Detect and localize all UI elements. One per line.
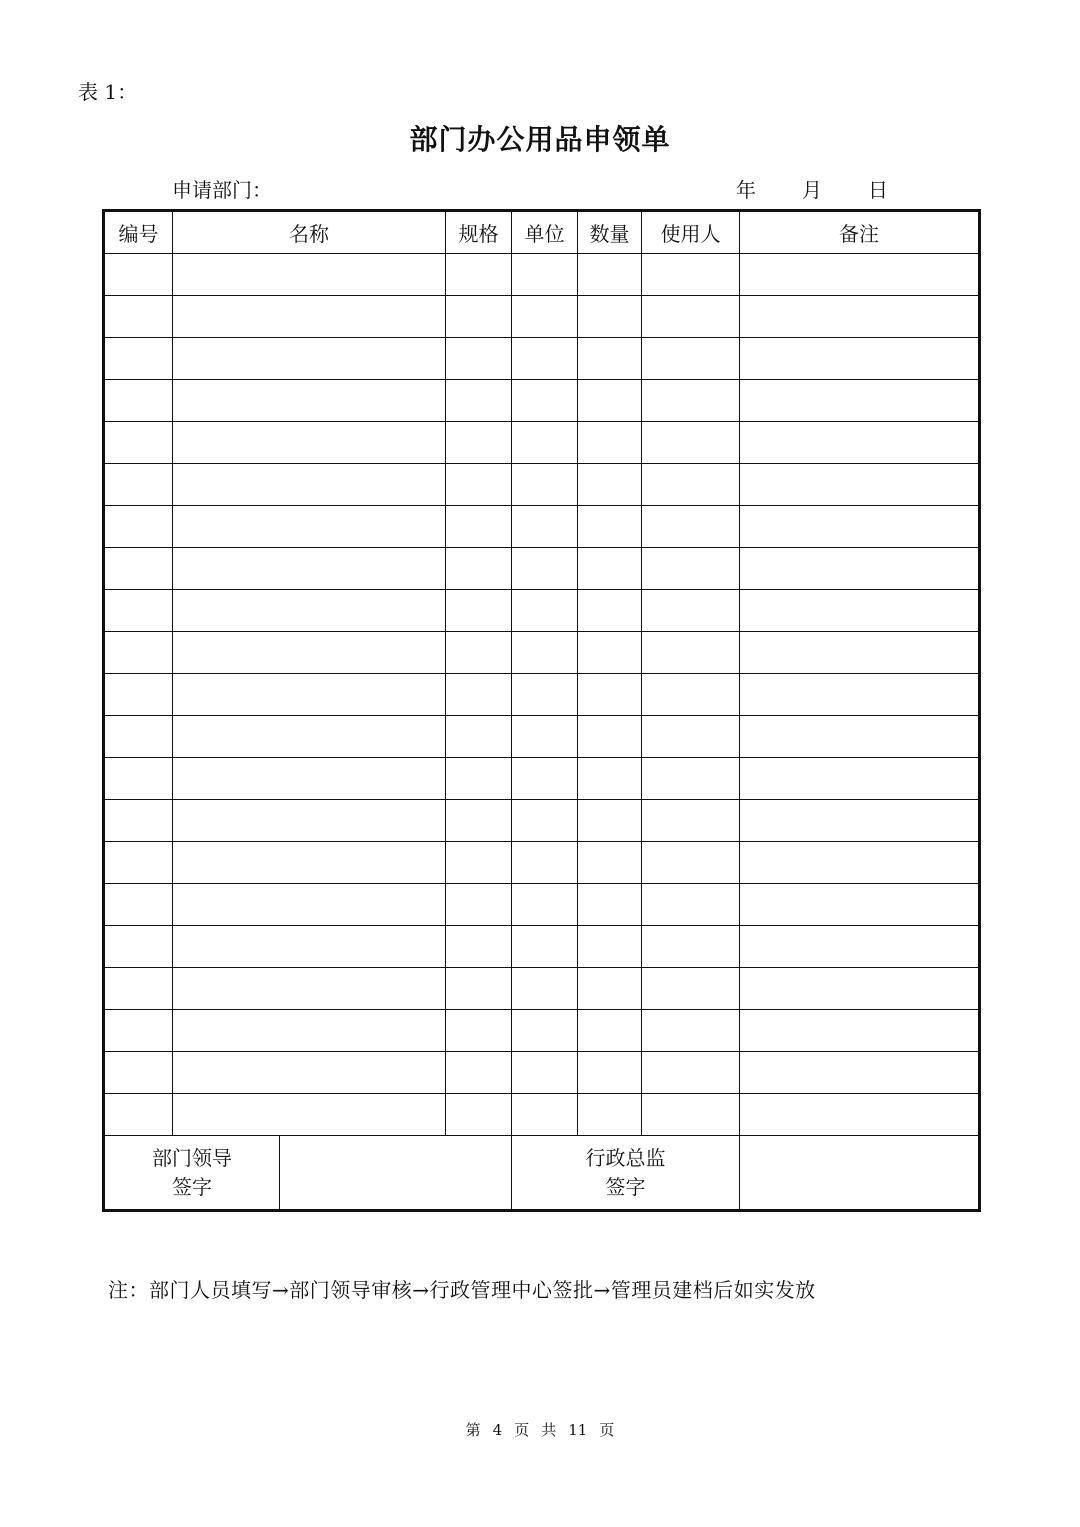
cell-number[interactable] <box>104 506 173 548</box>
cell-user[interactable] <box>642 548 740 590</box>
cell-unit[interactable] <box>512 338 578 380</box>
cell-unit[interactable] <box>512 842 578 884</box>
cell-number[interactable] <box>104 758 173 800</box>
cell-user[interactable] <box>642 380 740 422</box>
cell-remarks[interactable] <box>740 926 980 968</box>
cell-number[interactable] <box>104 926 173 968</box>
cell-name[interactable] <box>173 800 446 842</box>
cell-remarks[interactable] <box>740 1010 980 1052</box>
cell-unit[interactable] <box>512 254 578 296</box>
cell-user[interactable] <box>642 884 740 926</box>
cell-name[interactable] <box>173 758 446 800</box>
cell-quantity[interactable] <box>578 632 642 674</box>
cell-remarks[interactable] <box>740 254 980 296</box>
page-footer <box>0 1419 1080 1440</box>
cell-user[interactable] <box>642 506 740 548</box>
cell-spec[interactable] <box>446 632 512 674</box>
cell-number[interactable] <box>104 674 173 716</box>
cell-name[interactable] <box>173 968 446 1010</box>
table-row <box>104 674 980 716</box>
cell-unit[interactable] <box>512 926 578 968</box>
cell-number[interactable] <box>104 968 173 1010</box>
cell-spec[interactable] <box>446 926 512 968</box>
cell-unit[interactable] <box>512 590 578 632</box>
cell-quantity[interactable] <box>578 338 642 380</box>
cell-remarks[interactable] <box>740 800 980 842</box>
signature-row <box>104 1136 980 1211</box>
table-body <box>104 211 980 1211</box>
cell-spec[interactable] <box>446 968 512 1010</box>
cell-number[interactable] <box>104 842 173 884</box>
cell-quantity[interactable] <box>578 1052 642 1094</box>
table-row <box>104 1010 980 1052</box>
table-row <box>104 380 980 422</box>
cell-name[interactable] <box>173 464 446 506</box>
table-row <box>104 464 980 506</box>
page-title: 部门办公用品申领单 <box>409 123 671 156</box>
cell-spec[interactable] <box>446 590 512 632</box>
cell-remarks[interactable] <box>740 590 980 632</box>
cell-remarks[interactable] <box>740 338 980 380</box>
cell-unit[interactable] <box>512 632 578 674</box>
cell-user[interactable] <box>642 422 740 464</box>
cell-quantity[interactable] <box>578 1010 642 1052</box>
cell-spec[interactable] <box>446 254 512 296</box>
cell-name[interactable] <box>173 1010 446 1052</box>
admin-director-label-line1: 行政总监 <box>585 1145 666 1170</box>
footer-mid1: 页 <box>514 1421 530 1439</box>
cell-user[interactable] <box>642 296 740 338</box>
cell-spec[interactable] <box>446 842 512 884</box>
cell-user[interactable] <box>642 674 740 716</box>
cell-spec[interactable] <box>446 296 512 338</box>
cell-spec[interactable] <box>446 1052 512 1094</box>
cell-spec[interactable] <box>446 674 512 716</box>
footer-mid2: 共 <box>541 1421 557 1439</box>
table-row <box>104 590 980 632</box>
cell-spec[interactable] <box>446 716 512 758</box>
admin-director-sign-field[interactable] <box>740 1136 980 1211</box>
cell-name[interactable] <box>173 1052 446 1094</box>
col-header-unit: 单位 <box>512 211 578 254</box>
table-row <box>104 716 980 758</box>
cell-unit[interactable] <box>512 506 578 548</box>
table-row <box>104 296 980 338</box>
cell-number[interactable] <box>104 632 173 674</box>
cell-user[interactable] <box>642 716 740 758</box>
cell-name[interactable] <box>173 548 446 590</box>
cell-name[interactable] <box>173 1094 446 1136</box>
col-header-user: 使用人 <box>642 211 740 254</box>
cell-user[interactable] <box>642 1010 740 1052</box>
cell-quantity[interactable] <box>578 548 642 590</box>
cell-remarks[interactable] <box>740 464 980 506</box>
table-row <box>104 842 980 884</box>
cell-spec[interactable] <box>446 800 512 842</box>
cell-number[interactable] <box>104 1094 173 1136</box>
admin-director-sign-label <box>512 1136 740 1211</box>
admin-director-label-line2: 签字 <box>605 1174 646 1199</box>
cell-spec[interactable] <box>446 884 512 926</box>
cell-unit[interactable] <box>512 548 578 590</box>
cell-quantity[interactable] <box>578 926 642 968</box>
cell-remarks[interactable] <box>740 1094 980 1136</box>
cell-quantity[interactable] <box>578 842 642 884</box>
dept-leader-label-line1: 部门领导 <box>152 1145 232 1170</box>
cell-unit[interactable] <box>512 422 578 464</box>
cell-quantity[interactable] <box>578 758 642 800</box>
cell-number[interactable] <box>104 422 173 464</box>
cell-unit[interactable] <box>512 716 578 758</box>
cell-quantity[interactable] <box>578 422 642 464</box>
date-day-label: 日 <box>868 178 888 202</box>
cell-unit[interactable] <box>512 884 578 926</box>
cell-unit[interactable] <box>512 1052 578 1094</box>
table-row <box>104 548 980 590</box>
cell-quantity[interactable] <box>578 1094 642 1136</box>
cell-quantity[interactable] <box>578 506 642 548</box>
cell-spec[interactable] <box>446 758 512 800</box>
date-line <box>736 174 888 203</box>
table-row <box>104 968 980 1010</box>
cell-spec[interactable] <box>446 548 512 590</box>
cell-name[interactable] <box>173 674 446 716</box>
cell-number[interactable] <box>104 296 173 338</box>
cell-spec[interactable] <box>446 338 512 380</box>
cell-user[interactable] <box>642 338 740 380</box>
cell-quantity[interactable] <box>578 968 642 1010</box>
table-row <box>104 884 980 926</box>
cell-number[interactable] <box>104 548 173 590</box>
table-row <box>104 926 980 968</box>
dept-leader-label-line2: 签字 <box>172 1174 212 1199</box>
col-header-name: 名称 <box>173 211 446 254</box>
col-header-number: 编号 <box>104 211 173 254</box>
cell-spec[interactable] <box>446 1010 512 1052</box>
table-row <box>104 758 980 800</box>
cell-spec[interactable] <box>446 506 512 548</box>
dept-leader-sign-label <box>104 1136 280 1211</box>
cell-quantity[interactable] <box>578 716 642 758</box>
cell-remarks[interactable] <box>740 296 980 338</box>
cell-name[interactable] <box>173 590 446 632</box>
cell-remarks[interactable] <box>740 506 980 548</box>
cell-remarks[interactable] <box>740 674 980 716</box>
footer-prefix: 第 <box>465 1421 481 1439</box>
cell-quantity[interactable] <box>578 380 642 422</box>
cell-unit[interactable] <box>512 1010 578 1052</box>
cell-unit[interactable] <box>512 968 578 1010</box>
table-row <box>104 506 980 548</box>
cell-remarks[interactable] <box>740 1052 980 1094</box>
cell-number[interactable] <box>104 800 173 842</box>
cell-number[interactable] <box>104 1052 173 1094</box>
cell-number[interactable] <box>104 1010 173 1052</box>
col-header-quantity: 数量 <box>578 211 642 254</box>
cell-remarks[interactable] <box>740 548 980 590</box>
footer-suffix: 页 <box>599 1421 615 1439</box>
table-label: 表 1： <box>78 80 138 104</box>
col-header-spec: 规格 <box>446 211 512 254</box>
table-row <box>104 632 980 674</box>
cell-unit[interactable] <box>512 674 578 716</box>
cell-remarks[interactable] <box>740 380 980 422</box>
cell-user[interactable] <box>642 800 740 842</box>
cell-number[interactable] <box>104 338 173 380</box>
cell-unit[interactable] <box>512 1094 578 1136</box>
cell-name[interactable] <box>173 884 446 926</box>
cell-remarks[interactable] <box>740 422 980 464</box>
table-row <box>104 422 980 464</box>
cell-quantity[interactable] <box>578 884 642 926</box>
cell-user[interactable] <box>642 1094 740 1136</box>
cell-number[interactable] <box>104 254 173 296</box>
cell-spec[interactable] <box>446 380 512 422</box>
cell-user[interactable] <box>642 632 740 674</box>
cell-name[interactable] <box>173 422 446 464</box>
cell-remarks[interactable] <box>740 968 980 1010</box>
cell-name[interactable] <box>173 926 446 968</box>
cell-spec[interactable] <box>446 1094 512 1136</box>
applicant-dept-label: 申请部门： <box>172 178 272 202</box>
table-header-row <box>104 211 980 254</box>
dept-leader-sign-field[interactable] <box>280 1136 512 1211</box>
cell-user[interactable] <box>642 1052 740 1094</box>
cell-unit[interactable] <box>512 380 578 422</box>
workflow-note: 注：部门人员填写→部门领导审核→行政管理中心签批→管理员建档后如实发放 <box>108 1278 816 1302</box>
cell-remarks[interactable] <box>740 632 980 674</box>
cell-spec[interactable] <box>446 464 512 506</box>
cell-number[interactable] <box>104 716 173 758</box>
date-month-label: 月 <box>802 178 822 202</box>
cell-number[interactable] <box>104 380 173 422</box>
cell-number[interactable] <box>104 464 173 506</box>
cell-number[interactable] <box>104 590 173 632</box>
cell-spec[interactable] <box>446 422 512 464</box>
cell-quantity[interactable] <box>578 254 642 296</box>
table-row <box>104 1052 980 1094</box>
cell-number[interactable] <box>104 884 173 926</box>
requisition-table <box>102 209 981 1212</box>
cell-user[interactable] <box>642 464 740 506</box>
cell-quantity[interactable] <box>578 590 642 632</box>
col-header-remarks: 备注 <box>740 211 980 254</box>
footer-total-pages: 11 <box>568 1421 588 1439</box>
cell-unit[interactable] <box>512 464 578 506</box>
cell-quantity[interactable] <box>578 674 642 716</box>
table-row <box>104 338 980 380</box>
cell-user[interactable] <box>642 758 740 800</box>
table-row <box>104 1094 980 1136</box>
cell-remarks[interactable] <box>740 884 980 926</box>
cell-remarks[interactable] <box>740 716 980 758</box>
cell-name[interactable] <box>173 842 446 884</box>
cell-name[interactable] <box>173 380 446 422</box>
cell-name[interactable] <box>173 254 446 296</box>
cell-unit[interactable] <box>512 758 578 800</box>
table-row <box>104 254 980 296</box>
cell-name[interactable] <box>173 296 446 338</box>
cell-user[interactable] <box>642 254 740 296</box>
cell-quantity[interactable] <box>578 800 642 842</box>
cell-quantity[interactable] <box>578 464 642 506</box>
cell-user[interactable] <box>642 968 740 1010</box>
cell-remarks[interactable] <box>740 842 980 884</box>
cell-name[interactable] <box>173 632 446 674</box>
cell-quantity[interactable] <box>578 296 642 338</box>
cell-user[interactable] <box>642 590 740 632</box>
cell-user[interactable] <box>642 926 740 968</box>
table-row <box>104 800 980 842</box>
footer-page-number: 4 <box>492 1421 503 1439</box>
cell-name[interactable] <box>173 716 446 758</box>
cell-unit[interactable] <box>512 800 578 842</box>
cell-user[interactable] <box>642 842 740 884</box>
cell-name[interactable] <box>173 506 446 548</box>
cell-unit[interactable] <box>512 296 578 338</box>
date-year-label: 年 <box>736 178 756 202</box>
cell-name[interactable] <box>173 338 446 380</box>
cell-remarks[interactable] <box>740 758 980 800</box>
